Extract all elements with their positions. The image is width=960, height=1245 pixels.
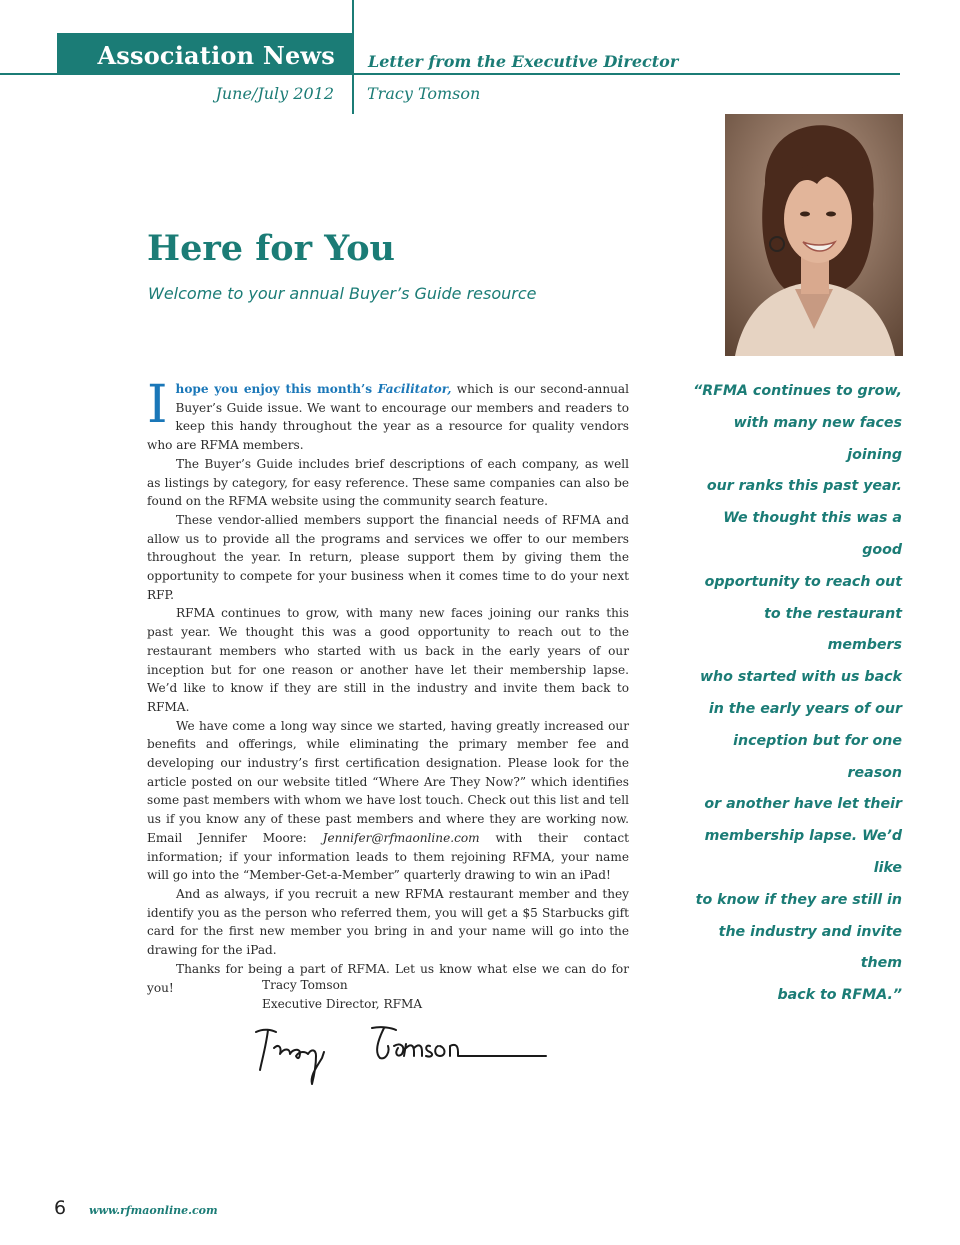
pull-quote-line: or another have let their (704, 796, 902, 813)
paragraph-5: We have come a long way since we started, having greatly increased our benefits and offerings, while eliminating the primary member fee and developing our industry’s first certification designation. Please look for the article posted on our website titled “Where Are They Now?” which identifies some past members with whom we have lost touch. Check out this list and tell us if you know any of these past members and where they are working now. Email Jennifer Moore: Jennifer@rfmaonline.com with their contact information; if your information leads to them rejoining RFMA, your name will go into the “Member-Get-a-Member” quarterly drawing to win an iPad! (147, 718, 629, 883)
pull-quote-line: our ranks this past year. (706, 478, 902, 495)
section-banner (57, 33, 353, 74)
header-rule (0, 73, 900, 75)
article-headline: Here for You (147, 228, 395, 269)
pull-quote (690, 376, 902, 1012)
pull-quote-line: membership lapse. We’d like (704, 828, 902, 876)
author-portrait (725, 114, 903, 356)
drop-cap: I (147, 375, 168, 435)
publication-name: Facilitator, (377, 382, 452, 396)
column-author: Tracy Tomson (367, 84, 481, 103)
column-title: Letter from the Executive Director (368, 52, 679, 71)
pull-quote-line: We thought this was a good (723, 510, 902, 558)
paragraph-2: The Buyer’s Guide includes brief descriptions of each company, as well as listings by category, for easy reference. These same companies can also be found on the RFMA website using the community search feature. (147, 456, 629, 509)
contact-email: Jennifer@rfmaonline.com (322, 830, 480, 845)
lead-in: hope you enjoy this month’s Facilitator, (175, 382, 452, 396)
article-subhead: Welcome to your annual Buyer’s Guide resource (148, 284, 537, 303)
page-number: 6 (54, 1197, 67, 1219)
pull-quote-line: “RFMA continues to grow, (693, 383, 902, 399)
pull-quote-line: inception but for one reason (733, 732, 902, 781)
pull-quote-line: who started with us back (699, 669, 902, 686)
paragraph-3: These vendor-allied members support the financial needs of RFMA and allow us to provide all the programs and services we offer to our members throughout the year. In return, please support them by giving them the opportunity to compete for your business when it comes time to do your next RFP. (147, 512, 629, 602)
pull-quote-line: to the restaurant members (764, 605, 902, 654)
pull-quote-line: the industry and invite them (718, 923, 902, 972)
paragraph-1: Ihope you enjoy this month’s Facilitator, which is our second-annual Buyer’s Guide issue. We want to encourage our members and readers to keep this handy throughout the year as a resource for quality vendors who are RFMA members. (147, 375, 629, 453)
paragraph-6: And as always, if you recruit a new RFMA restaurant member and they identify you as the person who referred them, you will get a $5 Starbucks gift card for the first new member you bring in and your name will go into the drawing for the iPad. (147, 886, 629, 958)
pull-quote-line: with many new faces joining (733, 414, 902, 463)
pull-quote-line: opportunity to reach out (704, 573, 902, 590)
paragraph-4: RFMA continues to grow, with many new faces joining our ranks this past year. We thought this was a good opportunity to reach out to the restaurant members who started with us back in the early years of our inception but for one reason or another have let their membership lapse. We’d like to know if they are still in the industry and invite them back to RFMA. (147, 606, 629, 714)
signoff-title: Executive Director, RFMA (262, 997, 423, 1011)
pull-quote-line: in the early years of our (708, 700, 902, 717)
pull-quote-line: back to RFMA.” (777, 987, 902, 1004)
paragraph-7: Thanks for being a part of RFMA. Let us know what else we can do for you! (147, 961, 629, 995)
signoff-name: Tracy Tomson (262, 978, 348, 992)
section-title: Association News (97, 41, 335, 70)
website-url: www.rfmaonline.com (89, 1204, 218, 1217)
issue-date: June/July 2012 (215, 84, 334, 103)
handwritten-signature (250, 1018, 550, 1090)
pull-quote-line: to know if they are still in (695, 891, 902, 908)
header-divider (352, 0, 354, 114)
article-body (147, 375, 629, 997)
